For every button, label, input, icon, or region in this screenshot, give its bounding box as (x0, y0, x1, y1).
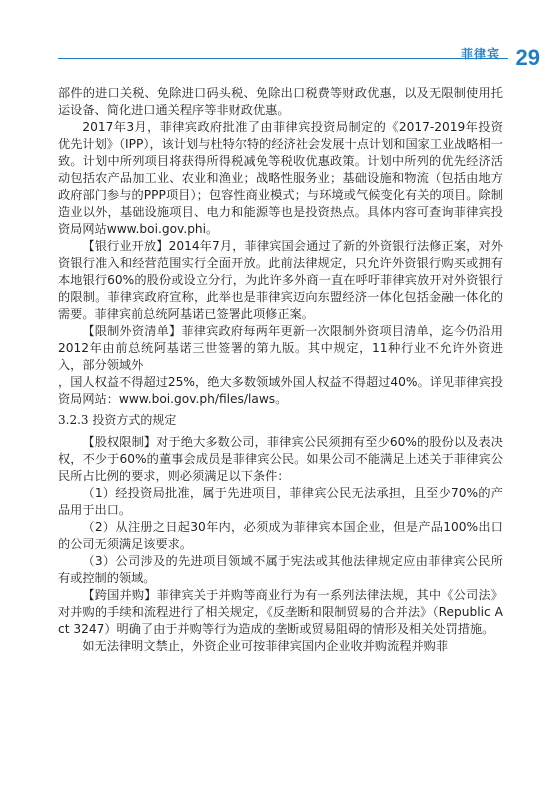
page-body (58, 85, 503, 655)
paragraph-negative-list: 【限制外资清单】菲律宾政府每两年更新一次限制外资项目清单，迄今仍沿用2012年由前总统阿基诺三世签署的第九版。其中规定，11种行业不允许外资进入，部分领域外 (58, 324, 503, 372)
list-item-condition-3: （3）公司涉及的先进项目领域不属于宪法或其他法律规定应由菲律宾公民所有或控制的领域。 (58, 554, 503, 585)
paragraph-merger-procedure: 如无法律明文禁止，外资企业可按菲律宾国内企业收并购流程并购菲 (82, 639, 449, 653)
list-item-condition-1: （1）经投资局批准，属于先进项目，菲律宾公民无法承担，且至少70%的产品用于出口。 (58, 486, 503, 517)
page-number: 29 (515, 45, 540, 70)
paragraph-cross-border-mergers: 【跨国并购】菲律宾关于并购等商业行为有一系列法律法规，其中《公司法》对并购的手续和流程进行了相关规定，《反垄断和限制贸易的合并法》（Republic Act 3247）明确了由于并购等行为造成的垄断或贸易阻碍的情形及相关处罚措施。 (58, 588, 503, 636)
running-header-country: 菲律宾 (460, 47, 500, 61)
section-heading-investment-methods: 3.2.3 投资方式的规定 (58, 413, 177, 427)
list-item-condition-2: （2）从注册之日起30年内，必须成为菲律宾本国企业，但是产品100%出口的公司无须满足该要求。 (58, 520, 503, 551)
paragraph-tax-incentives: 部件的进口关税、免除进口码头税、免除出口税费等财政优惠，以及无限制使用托运设备、简化进口通关程序等非财政优惠。 (58, 86, 503, 117)
header-rule (58, 58, 508, 59)
paragraph-equity-limits: 【股权限制】对于绝大多数公司，菲律宾公民须拥有至少60%的股份以及表决权，不少于60%的董事会成员是菲律宾公民。如果公司不能满足上述关于菲律宾公民所占比例的要求，则必须满足以下条件： (58, 435, 503, 483)
paragraph-banking-opening: 【银行业开放】2014年7月，菲律宾国会通过了新的外资银行法修正案，对外资银行准入和经营范围实行全面开放。此前法律规定，只允许外资银行购买或拥有本地银行60%的股份或设立分行，为此许多外商一直在呼吁菲律宾放开对外资银行的限制。菲律宾政府宣称，此举也是菲律宾迈向东盟经济一体化包括金融一体化的需要。菲律宾前总统阿基诺已签署此项修正案。 (58, 239, 503, 321)
paragraph-negative-list-continued: ，国人权益不得超过25%，绝大多数领域外国人权益不得超过40%。详见菲律宾投资局网站：www.boi.gov.ph/files/laws。 (58, 375, 503, 406)
page-header (0, 42, 559, 82)
paragraph-investment-priorities-plan: 2017年3月，菲律宾政府批准了由菲律宾投资局制定的《2017-2019年投资优先计划》（IPP），该计划与杜特尔特的经济社会发展十点计划和国家工业战略相一致。计划中所列项目将获得所得税减免等税收优惠政策。计划中所列的优先经济活动包括农产品加工业、农业和渔业；战略性服务业；基础设施和物流（包括由地方政府部门参与的PPP项目）；包容性商业模式；与环境或气候变化有关的项目。除制造业以外，基础设施项目、电力和能源等也是投资热点。具体内容可查询菲律宾投资局网站www.boi.gov.phi。 (58, 120, 503, 236)
